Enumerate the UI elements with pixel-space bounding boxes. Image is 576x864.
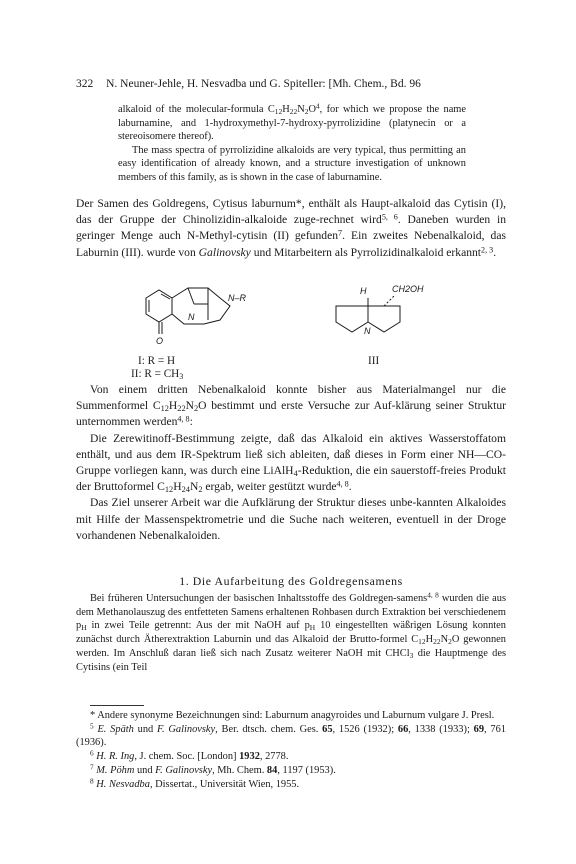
body-paragraph: Bei früheren Untersuchungen der basischen Inhaltsstoffe des Goldregen-samens$^{4, 8}$ wurden die aus dem Methanolauszug des entfetteten Samens erhaltenen Rohbasen durch Extraktion bei verschiedenem $p_H$ in zwei Teile getrennt: Aus der mit NaOH auf $p_H$ 10 eingestellten wäßrigen Lösung konnten zunächst durch Ätherextraktion Laburnin und das Alkaloid der Brutto-formel $C_{12}H_{22}N_2O$ gewonnen werden. Im Anschluß daran ließ sich nach Zusatz weiterer NaOH mit CHCl$_3$ die Hauptmenge des Cytisins (ein Teil [76,591,506,673]
body-paragraph: Von einem dritten Nebenalkaloid konnte bisher aus Materialmangel nur die Summenformel $C_{12}H_{22}N_2O$ bestimmt und erste Versuche zur Auf-klärung seiner Struktur unternommen werden$^{4, 8}$: [76,383,506,429]
abstract-paragraph: The mass spectra of pyrrolizidine alkaloids are very typical, thus permitting an easy identification of already known, and a structure investigation of unknown members of this family, as is shown in the case of laburnamine. [118,144,466,183]
page-number: 322 [76,78,94,90]
english-abstract [118,103,466,185]
compound-label-III: III [368,355,380,367]
footnote-rule [90,705,144,706]
body-paragraph: Die Zerewitinoff-Bestimmung zeigte, daß das Alkaloid ein aktives Wasserstoffatom enthält, und aus dem IR-Spektrum ließ sich ableiten, daß dieses in Form einer NH—CO-Gruppe vorliegen kann, was durch eine LiAlH$_4$-Reduktion, die ein sauerstoff-freies Produkt der Bruttoformel $C_{12}H_{24}N_2$ ergab, weiter gestützt wurde$^{4, 8}$. [76,431,506,495]
section-text [76,592,506,674]
n-r-label: N–R [228,293,247,303]
running-header [76,78,506,90]
footnote-star: * Andere synonyme Bezeichnungen sind: Laburnum anagyroides und Laburnum vulgare J. Presl. [90,710,495,721]
structure-cytisine [124,268,274,358]
author-name: Galinovsky [198,245,251,259]
footnote-7: $^7$ M. Pöhm und F. Galinovsky, Mh. Chem. 84, 1197 (1953). [90,763,336,776]
abstract-paragraph: alkaloid of the molecular-formula $C_{12}H_{22}N_2O^4$, for which we propose the name laburnamine, and 1-hydroxymethyl-7-hydroxy-pyrrolizidine (platynecin or a stereoisomere thereof). [118,102,467,143]
h-label: H [360,286,367,296]
ch2oh-label: CH2OH [392,284,424,294]
footnote-5: $^5$ E. Späth und F. Galinovsky, Ber. dtsch. chem. Ges. 65, 1526 (1932); 66, 1338 (1933); 69, 761 (1936). [76,722,507,749]
compound-label-II: II: $R = CH_3$ [131,368,184,382]
footnote-6: $^6$ H. R. Ing, J. chem. Soc. [London] 1932, 2778. [90,749,289,763]
main-text [76,382,506,544]
section-heading: 1. Die Aufarbeitung des Goldregensamens [179,574,403,588]
journal-reference: [Mh. Chem., Bd. 96 [328,78,421,90]
running-title: N. Neuner-Jehle, H. Nesvadba und G. Spiteller: [106,78,326,90]
footnotes [76,709,506,791]
footnote-8: $^8$ H. Nesvadba, Dissertat., Universität Wien, 1955. [90,777,300,790]
compound-label-I: I: R = H [138,355,176,367]
intro-text [76,196,506,261]
nitrogen-label: N [188,312,195,322]
oxygen-label: O [156,336,164,346]
nitrogen-label: N [364,326,371,336]
structure-laburnine [322,268,452,358]
body-paragraph: Das Ziel unserer Arbeit war die Aufklärung der Struktur dieses unbe-kannten Alkaloides mit Hilfe der Massenspektrometrie und die Suche nach weiteren, eventuell in der Droge vorhandenen Nebenalkaloiden. [76,496,506,542]
body-paragraph: Der Samen des Goldregens, Cytisus laburnum*, enthält als Haupt-alkaloid das Cytisin (I), das der Gruppe der Chinolizidin-alkaloide zuge-rechnet wird$^{5, 6}$. Daneben wurden in geringer Menge auch N-Methyl-cytisin (II) gefunden$^7$. Ein zweites Nebenalkaloid, das Laburnin (III). wurde von Galinovsky und Mitarbeitern als Pyrrolizidinalkaloid erkannt$^{2, 3}$. [76,197,506,259]
